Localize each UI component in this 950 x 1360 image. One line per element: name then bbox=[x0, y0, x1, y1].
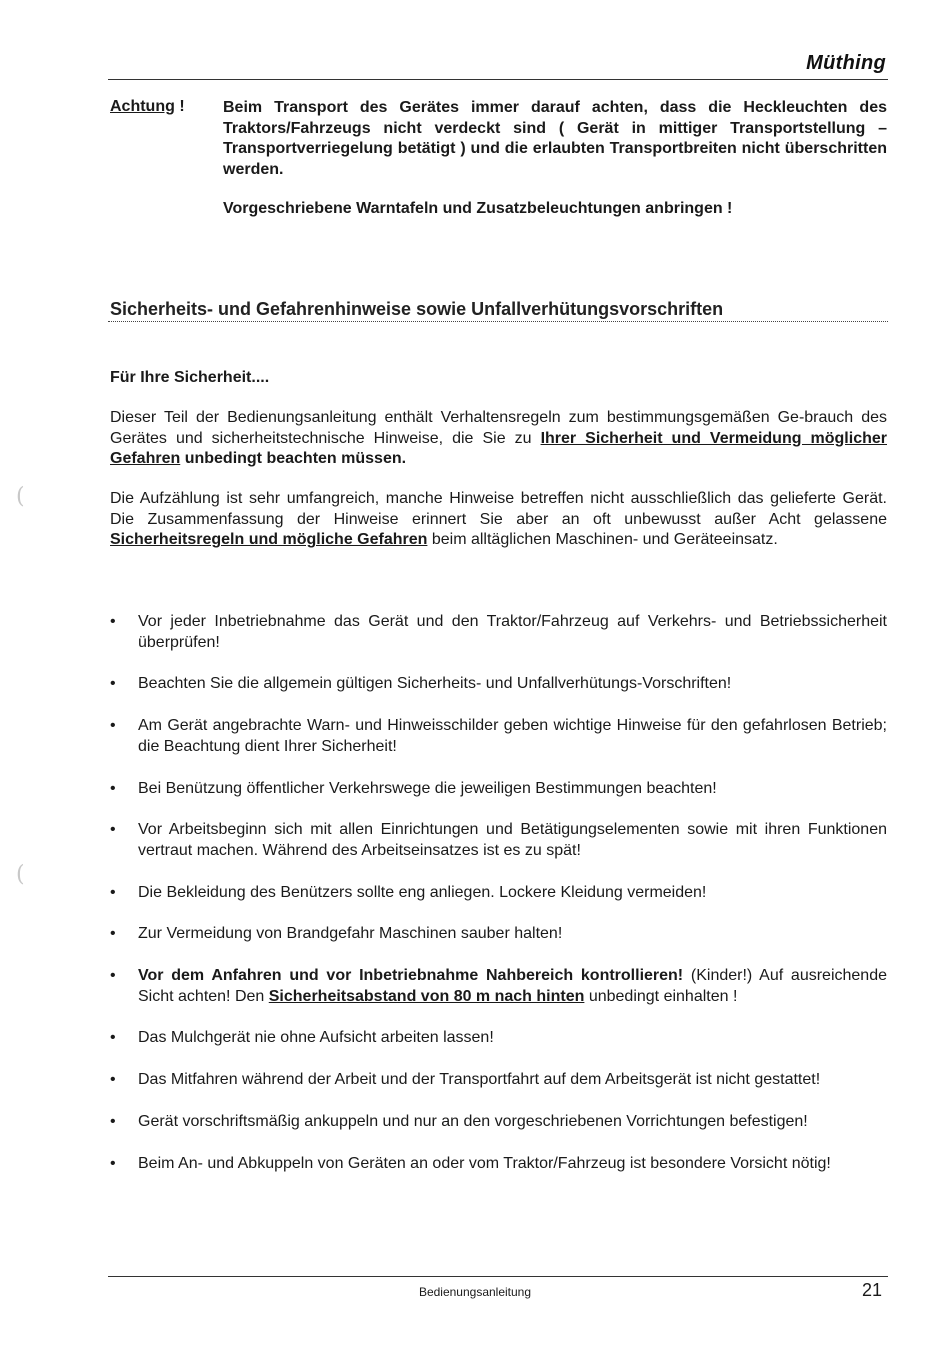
bullet-text: Vor Arbeitsbeginn sich mit allen Einrichtungen und Betätigungselementen sowie mit ihren Funktionen vertraut machen. Während des Arbeitseinsatzes ist es zu spät! bbox=[138, 821, 887, 859]
footer-title: Bedienungsanleitung bbox=[418, 1285, 532, 1299]
bullet-item-9 bbox=[110, 1028, 887, 1049]
page-number: 21 bbox=[861, 1280, 882, 1300]
bullet-item-10 bbox=[110, 1070, 887, 1091]
section-rule bbox=[108, 321, 888, 322]
warning-label bbox=[110, 98, 185, 116]
bullet-item-8 bbox=[110, 966, 887, 1007]
bullet-item-1 bbox=[110, 612, 887, 653]
bullet-text: Beachten Sie die allgemein gültigen Sicherheits- und Unfallverhütungs-Vorschriften! bbox=[138, 675, 732, 693]
bullet-marker: • bbox=[110, 1154, 116, 1172]
bullet-text: Am Gerät angebrachte Warn- und Hinweisschilder geben wichtige Hinweise für den gefahrlosen Betrieb; die Beachtung dient Ihrer Sicherheit! bbox=[138, 717, 887, 755]
bullet-item-11 bbox=[110, 1112, 887, 1133]
bullet-marker: • bbox=[110, 925, 116, 943]
bullet-item-3 bbox=[110, 716, 887, 757]
bullet-text-end: unbedingt einhalten ! bbox=[584, 987, 738, 1005]
intro-p1-emphasis: Ihrer Sicherheit und Vermeidung möglicher Gefahren bbox=[110, 429, 887, 468]
bullet-item-4 bbox=[110, 779, 887, 800]
bullet-marker: • bbox=[110, 821, 116, 839]
warning-block bbox=[223, 98, 887, 220]
intro-p2-text-c: beim alltäglichen Maschinen- und Geräteeinsatz. bbox=[427, 531, 778, 549]
intro-paragraph-1 bbox=[110, 408, 887, 470]
safety-subtitle: Für Ihre Sicherheit.... bbox=[110, 369, 270, 386]
intro-paragraph-2 bbox=[110, 489, 887, 551]
bullet-item-12 bbox=[110, 1154, 887, 1175]
bullet-marker: • bbox=[110, 675, 116, 693]
warning-text-2: Vorgeschriebene Warntafeln und Zusatzbeleuchtungen anbringen ! bbox=[223, 200, 733, 217]
bullet-marker: • bbox=[110, 1071, 116, 1089]
bullet-marker: • bbox=[110, 613, 116, 630]
warning-text-1: Beim Transport des Gerätes immer darauf achten, dass die Heckleuchten des Traktors/Fahrzeugs nicht verdeckt sind ( Gerät in mittiger Transportstellung – Transportverriegelung betätigt ) und die erlaubten Transportbreiten nicht überschritten werden. bbox=[223, 99, 887, 178]
bullet-text: Zur Vermeidung von Brandgefahr Maschinen sauber halten! bbox=[138, 925, 563, 943]
bullet-text: Bei Benützung öffentlicher Verkehrswege die jeweiligen Bestimmungen beachten! bbox=[138, 779, 717, 797]
bullet-text: Vor jeder Inbetriebnahme das Gerät und den Traktor/Fahrzeug auf Verkehrs- und Betriebssicherheit überprüfen! bbox=[138, 613, 887, 651]
bullet-marker: • bbox=[110, 717, 116, 735]
intro-p1-text-a: Dieser Teil der Bedienungsanleitung enthält Verhaltensregeln zum bestimmungsgemäßen Ge-brauch des Gerätes und sicherheitstechnische Hinweise, die Sie zu bbox=[110, 409, 887, 447]
bullet-text: Beim An- und Abkuppeln von Geräten an oder vom Traktor/Fahrzeug ist besondere Vorsicht nötig! bbox=[138, 1154, 831, 1172]
brand-logo: Müthing bbox=[806, 52, 886, 74]
bullet-marker: • bbox=[110, 883, 116, 901]
margin-scan-mark: ( bbox=[16, 484, 25, 509]
bullet-text: Gerät vorschriftsmäßig ankuppeln und nur an den vorgeschriebenen Vorrichtungen befestigen! bbox=[138, 1112, 808, 1130]
bullet-marker: • bbox=[110, 1029, 116, 1047]
bullet-item-6 bbox=[110, 883, 887, 904]
bullet-emphasis: Sicherheitsabstand von 80 m nach hinten bbox=[268, 987, 585, 1005]
bullet-text: Die Bekleidung des Benützers sollte eng anliegen. Lockere Kleidung vermeiden! bbox=[138, 883, 707, 901]
bullet-item-2 bbox=[110, 674, 887, 695]
bullet-bold-text: Vor dem Anfahren und vor Inbetriebnahme Nahbereich kontrollieren! bbox=[138, 967, 684, 985]
bullet-marker: • bbox=[110, 779, 116, 797]
intro-p1-text-c: unbedingt beachten müssen. bbox=[180, 450, 407, 468]
bullet-marker: • bbox=[110, 1112, 116, 1130]
intro-p2-text-a: Die Aufzählung ist sehr umfangreich, manche Hinweise betreffen nicht ausschließlich das gelieferte Gerät. Die Zusammenfassung der Hinweise erinnert Sie aber an oft unbewusst außer Acht gelassene bbox=[110, 490, 887, 528]
section-title: Sicherheits- und Gefahrenhinweise sowie Unfallverhütungsvorschriften bbox=[110, 299, 724, 319]
header-rule bbox=[108, 79, 888, 80]
bullet-text: Das Mitfahren während der Arbeit und der Transportfahrt auf dem Arbeitsgerät ist nicht gestattet! bbox=[138, 1071, 821, 1089]
warning-label-text: Achtung bbox=[110, 98, 175, 115]
bullet-item-7 bbox=[110, 924, 887, 945]
intro-p2-emphasis: Sicherheitsregeln und mögliche Gefahren bbox=[110, 531, 428, 549]
safety-bullet-list bbox=[110, 612, 887, 1195]
bullet-item-5 bbox=[110, 820, 887, 861]
bullet-text: Das Mulchgerät nie ohne Aufsicht arbeiten lassen! bbox=[138, 1029, 494, 1047]
margin-scan-mark: ( bbox=[16, 862, 25, 887]
bullet-marker: • bbox=[110, 967, 116, 985]
footer-rule bbox=[108, 1276, 888, 1277]
bullet-text: (Kinder!) Auf ausreichende Sicht achten! Den bbox=[138, 967, 888, 1005]
warning-label-suffix: ! bbox=[174, 98, 185, 115]
